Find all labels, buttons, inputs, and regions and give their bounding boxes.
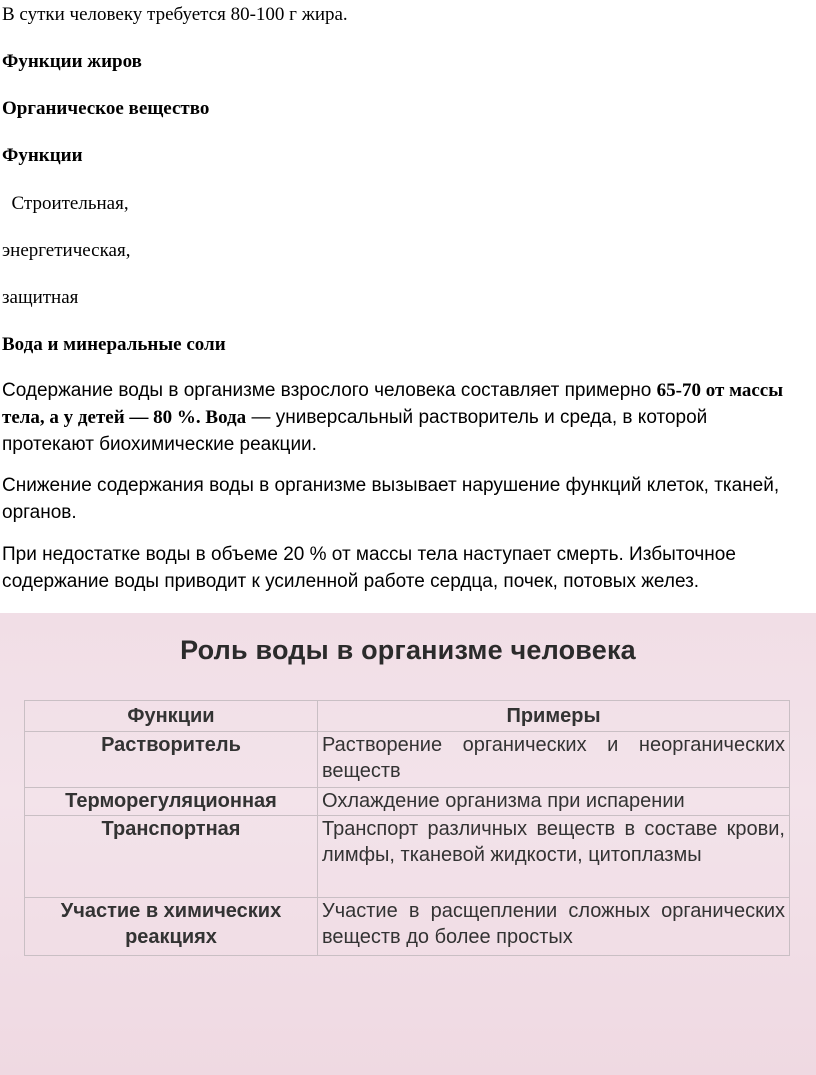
function-energy: энергетическая,: [2, 240, 131, 261]
example-cell: Участие в расщеплении сложных органических веществ до более простых: [318, 898, 790, 956]
paragraph-water-content-bold: 65-70 от массы тела, а у детей — 80 %. Вода: [2, 380, 784, 428]
column-header-examples: Примеры: [318, 701, 790, 732]
intro-line: В сутки человеку требуется 80-100 г жира.: [2, 4, 348, 25]
table-row: [25, 788, 790, 816]
heading-fats-functions: Функции жиров: [2, 51, 142, 72]
function-cell: Растворитель: [25, 732, 318, 788]
column-header-functions: Функции: [25, 701, 318, 732]
example-cell: Охлаждение организма при испарении: [318, 788, 790, 816]
heading-water: Вода и минеральные соли: [2, 334, 226, 355]
table-row: [25, 898, 790, 956]
function-cell: Участие в химических реакциях: [25, 898, 318, 956]
table-header-row: [25, 701, 790, 732]
function-construction: Строительная,: [2, 193, 129, 214]
function-cell: Транспортная: [25, 816, 318, 898]
slide-title: Роль воды в организме человека: [180, 635, 636, 665]
slide-image-water-role: [0, 613, 816, 1075]
paragraph-water-content: [2, 377, 792, 458]
example-cell: Транспорт различных веществ в составе крови, лимфы, тканевой жидкости, цитоплазмы: [318, 816, 790, 898]
paragraph-water-content-tail: — универсальный растворитель и среда, в которой протекают биохимические реакции.: [2, 407, 708, 455]
function-cell: Терморегуляционная: [25, 788, 318, 816]
paragraph-water-deficit: Снижение содержания воды в организме вызывает нарушение функций клеток, тканей, органов.: [2, 475, 780, 523]
heading-functions: Функции: [2, 145, 83, 166]
table-row: [25, 732, 790, 788]
water-roles-table: [24, 700, 790, 956]
example-cell: Растворение органических и неорганических веществ: [318, 732, 790, 788]
table-row: [25, 816, 790, 898]
heading-organic: Органическое вещество: [2, 98, 210, 119]
paragraph-water-death: При недостатке воды в объеме 20 % от массы тела наступает смерть. Избыточное содержание воды приводит к усиленной работе сердца, почек, потовых желез.: [2, 544, 736, 592]
function-protective: защитная: [2, 287, 79, 308]
paragraph-water-content-text: Содержание воды в организме взрослого человека составляет примерно: [2, 380, 657, 401]
